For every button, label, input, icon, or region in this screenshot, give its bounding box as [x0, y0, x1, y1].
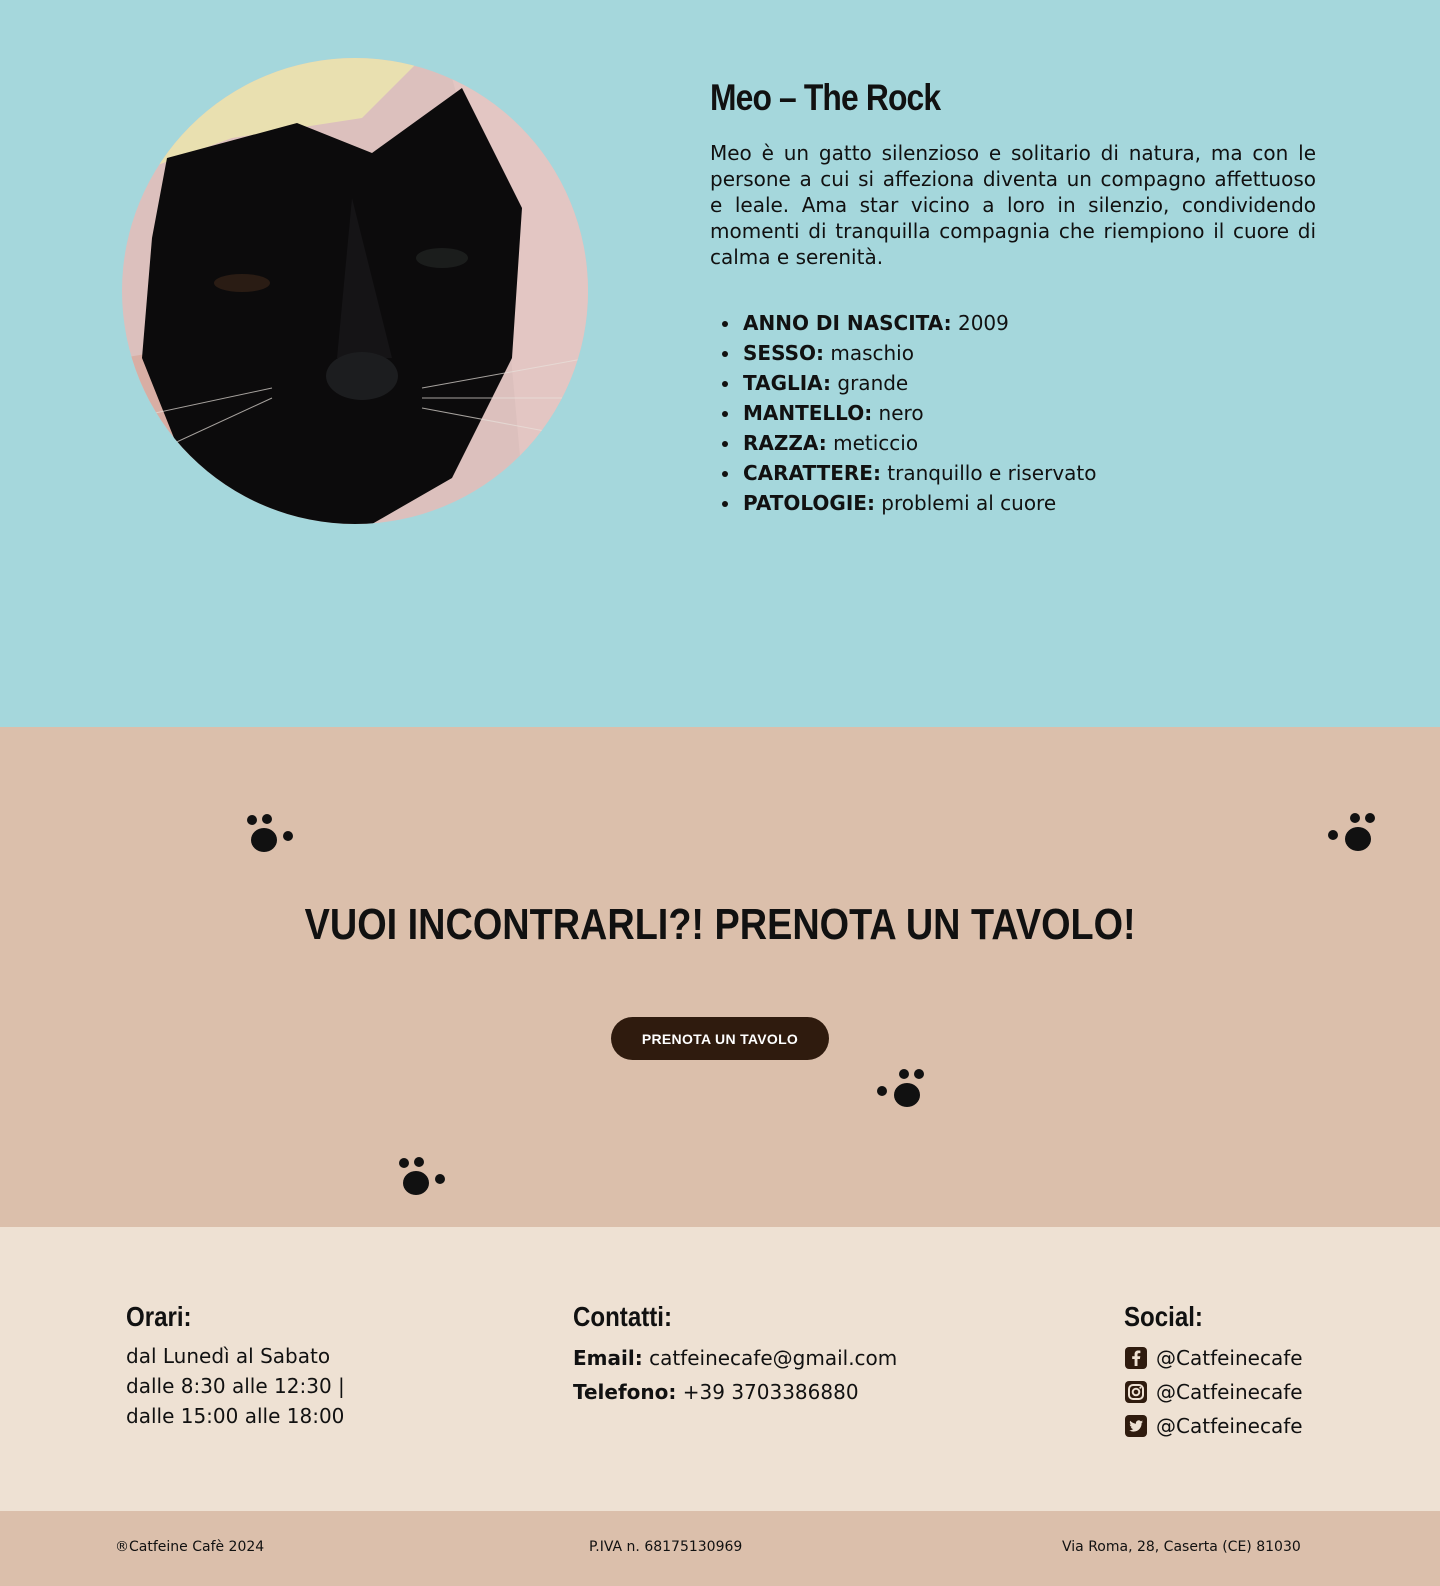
address-text: Via Roma, 28, Caserta (CE) 81030	[1062, 1539, 1301, 1555]
twitter-icon	[1124, 1414, 1148, 1438]
copyright-text: ®Catfeine Cafè 2024	[115, 1539, 265, 1555]
phone-label: Telefono:	[573, 1380, 677, 1404]
fact-coat	[710, 398, 1316, 428]
cta-title	[0, 897, 1440, 953]
paw-print-icon	[1326, 811, 1376, 855]
fact-value: maschio	[823, 341, 914, 365]
cat-info	[710, 74, 1316, 518]
social-title: Social:	[1124, 1301, 1203, 1332]
fact-label: ANNO DI NASCITA:	[743, 311, 952, 335]
cat-profile-section	[0, 0, 1440, 727]
fact-label: RAZZA:	[743, 431, 827, 455]
social-column	[1124, 1299, 1303, 1443]
cat-facts-list	[710, 308, 1316, 518]
social-handle: @Catfeinecafe	[1156, 1380, 1303, 1404]
paw-print-icon	[875, 1067, 925, 1111]
email-label: Email:	[573, 1346, 643, 1370]
fact-value: 2009	[951, 311, 1009, 335]
fact-birth-year	[710, 308, 1316, 338]
hours-line: dalle 8:30 alle 12:30 |	[126, 1374, 345, 1398]
email-link[interactable]: catfeinecafe@gmail.com	[642, 1346, 898, 1370]
email-line	[573, 1341, 897, 1375]
paw-print-icon	[246, 812, 296, 856]
fact-label: MANTELLO:	[743, 401, 873, 425]
cta-title-text: VUOI INCONTRARLI?! PRENOTA UN TAVOLO!	[304, 900, 1136, 949]
hours-title: Orari:	[126, 1301, 192, 1332]
fact-value: problemi al cuore	[874, 491, 1057, 515]
fact-value: tranquillo e riservato	[880, 461, 1097, 485]
cat-photo-image	[122, 58, 588, 524]
hours-line: dal Lunedì al Sabato	[126, 1344, 331, 1368]
fact-sex	[710, 338, 1316, 368]
fact-breed	[710, 428, 1316, 458]
social-link-twitter[interactable]	[1124, 1409, 1303, 1443]
contacts-column	[573, 1299, 897, 1409]
fact-pathologies	[710, 488, 1316, 518]
social-link-instagram[interactable]	[1124, 1375, 1303, 1409]
vat-text: P.IVA n. 68175130969	[589, 1539, 743, 1555]
fact-character	[710, 458, 1316, 488]
fact-size	[710, 368, 1316, 398]
contacts-body	[573, 1341, 897, 1409]
fact-label: PATOLOGIE:	[743, 491, 875, 515]
hours-column	[126, 1299, 345, 1431]
social-body	[1124, 1341, 1303, 1443]
fact-value: meticcio	[826, 431, 919, 455]
cat-photo	[122, 58, 588, 524]
phone-link[interactable]: +39 3703386880	[676, 1380, 859, 1404]
cat-description: Meo è un gatto silenzioso e solitario di natura, ma con le persone a cui si affeziona diventa un compagno affettuoso e leale. Ama star vicino a loro in silenzio, condividendo momenti di tranquilla compagnia che riempiono il cuore di calma e serenità.	[710, 141, 1316, 269]
social-handle: @Catfeinecafe	[1156, 1414, 1303, 1438]
facebook-icon	[1124, 1346, 1148, 1370]
bottom-bar	[0, 1511, 1440, 1586]
social-link-facebook[interactable]	[1124, 1341, 1303, 1375]
paw-print-icon	[398, 1155, 448, 1199]
instagram-icon	[1124, 1380, 1148, 1404]
fact-label: CARATTERE:	[743, 461, 881, 485]
info-footer	[0, 1227, 1440, 1511]
contacts-title: Contatti:	[573, 1301, 672, 1332]
hours-body	[126, 1341, 345, 1431]
book-table-button[interactable]: PRENOTA UN TAVOLO	[611, 1017, 829, 1060]
fact-value: nero	[872, 401, 924, 425]
fact-value: grande	[831, 371, 909, 395]
social-handle: @Catfeinecafe	[1156, 1346, 1303, 1370]
fact-label: TAGLIA:	[743, 371, 832, 395]
fact-label: SESSO:	[743, 341, 824, 365]
phone-line	[573, 1375, 897, 1409]
cat-name: Meo – The Rock	[710, 77, 941, 118]
hours-line: dalle 15:00 alle 18:00	[126, 1404, 345, 1428]
booking-cta-section	[0, 727, 1440, 1227]
